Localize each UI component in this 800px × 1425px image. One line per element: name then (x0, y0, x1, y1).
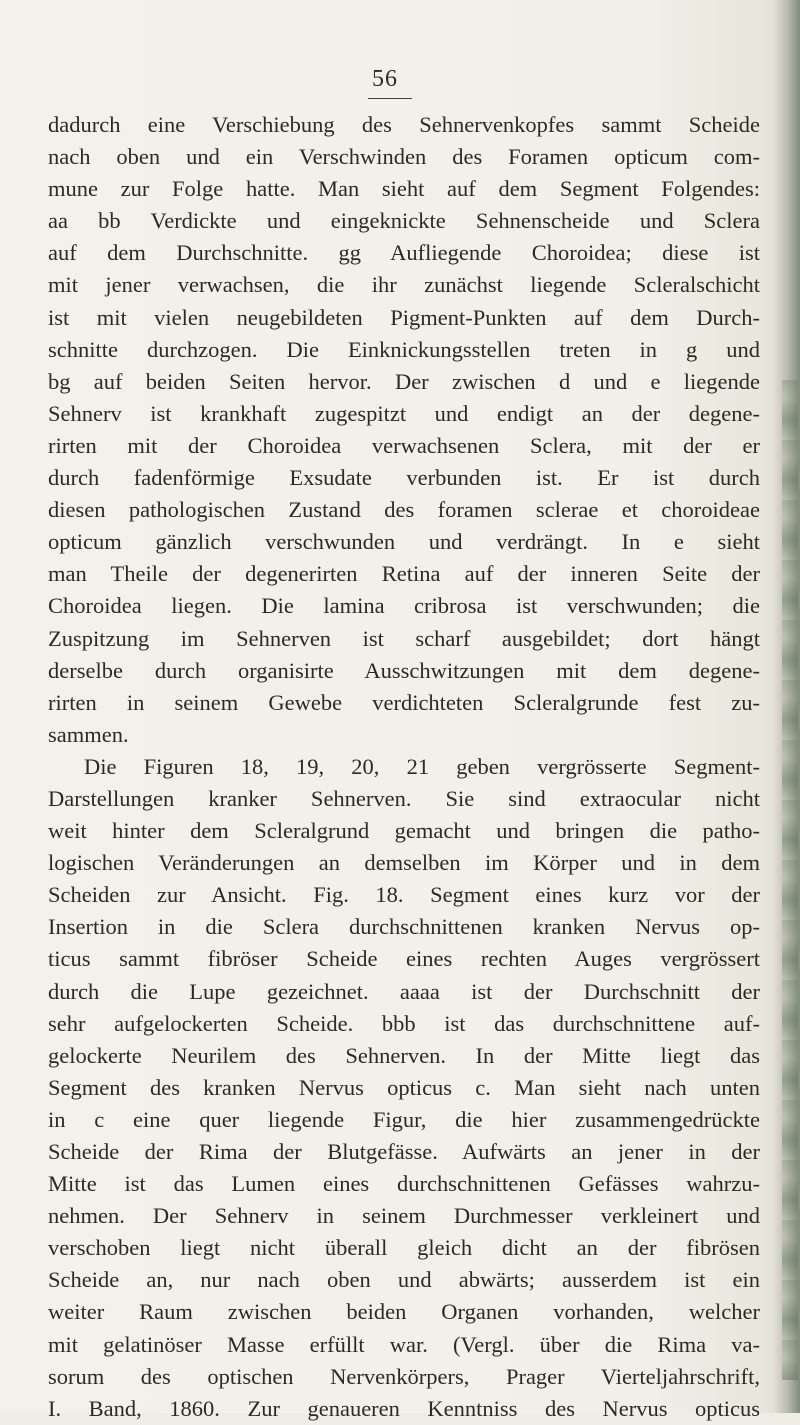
text-line: nehmen. Der Sehnerv in seinem Durchmesser verkleinert und (48, 1203, 760, 1229)
page-edge-discoloration (782, 380, 798, 1380)
text-line: aa bb Verdickte und eingeknickte Sehnenscheide und Sclera (48, 208, 760, 234)
text-line: durch die Lupe gezeichnet. aaaa ist der Durchschnitt der (48, 978, 760, 1004)
text-line: rirten mit der Choroidea verwachsenen Sclera, mit der er (48, 432, 760, 458)
text-line: opticum gänzlich verschwunden und verdrängt. In e sieht (48, 529, 760, 555)
text-line: sammen. (48, 721, 129, 747)
text-line: diesen pathologischen Zustand des foramen sclerae et choroideae (48, 497, 760, 523)
text-line: man Theile der degenerirten Retina auf der inneren Seite der (48, 561, 760, 587)
text-line: I. Band, 1860. Zur genaueren Kenntniss des Nervus opticus (48, 1395, 760, 1421)
text-line: bg auf beiden Seiten hervor. Der zwischen d und e liegende (48, 368, 760, 394)
text-line: rirten in seinem Gewebe verdichteten Scleralgrunde fest zu- (48, 689, 760, 715)
text-line: ticus sammt fibröser Scheide eines rechten Auges vergrössert (48, 946, 760, 972)
paragraph-2 (48, 751, 760, 1425)
text-line: in c eine quer liegende Figur, die hier zusammengedrückte (48, 1106, 760, 1132)
text-line: logischen Veränderungen an demselben im Körper und in dem (48, 850, 760, 876)
text-line: mit gelatinöser Masse erfüllt war. (Vergl. über die Rima va- (48, 1331, 760, 1357)
text-line: Scheide an, nur nach oben und abwärts; ausserdem ist ein (48, 1267, 760, 1293)
text-line: weiter Raum zwischen beiden Organen vorhanden, welcher (48, 1299, 760, 1325)
text-line: mune zur Folge hatte. Man sieht auf dem Segment Folgendes: (48, 176, 760, 202)
text-line: durch fadenförmige Exsudate verbunden ist. Er ist durch (48, 465, 760, 491)
text-line: auf dem Durchschnitte. gg Aufliegende Choroidea; diese ist (48, 240, 760, 266)
page-number: 56 (372, 66, 398, 92)
text-line: Scheiden zur Ansicht. Fig. 18. Segment eines kurz vor der (48, 882, 760, 908)
text-line: ist mit vielen neugebildeten Pigment-Punkten auf dem Durch- (48, 304, 760, 330)
text-line: mit jener verwachsen, die ihr zunächst liegende Scleralschicht (48, 272, 760, 298)
text-line: Scheide der Rima der Blutgefässe. Aufwärts an jener in der (48, 1139, 760, 1164)
text-line: sehr aufgelockerten Scheide. bbb ist das durchschnittene auf- (48, 1010, 760, 1036)
text-line: Sehnerv ist krankhaft zugespitzt und endigt an der degene- (48, 400, 760, 426)
text-line: Zuspitzung im Sehnerven ist scharf ausgebildet; dort hängt (48, 625, 760, 651)
text-line: weit hinter dem Scleralgrund gemacht und bringen die patho- (48, 818, 760, 844)
text-line: sorum des optischen Nervenkörpers, Prager Vierteljahrschrift, (48, 1363, 760, 1389)
text-line: gelockerte Neurilem des Sehnerven. In der Mitte liegt das (48, 1042, 760, 1068)
body-text (48, 109, 760, 1425)
text-line: Choroidea liegen. Die lamina cribrosa ist verschwunden; die (48, 593, 760, 619)
text-line: Die Figuren 18, 19, 20, 21 geben vergrösserte Segment- (84, 753, 760, 779)
text-line: verschoben liegt nicht überall gleich dicht an der fibrösen (48, 1235, 760, 1261)
text-line: Segment des kranken Nervus opticus c. Man sieht nach unten (48, 1074, 760, 1100)
text-line: nach oben und ein Verschwinden des Foramen opticum com- (48, 144, 760, 170)
text-line: Mitte ist das Lumen eines durchschnittenen Gefässes wahrzu- (48, 1171, 760, 1197)
page-number-underline (368, 98, 412, 99)
text-line: derselbe durch organisirte Ausschwitzungen mit dem degene- (48, 657, 760, 683)
paragraph-1 (48, 109, 760, 751)
text-line: dadurch eine Verschiebung des Sehnervenkopfes sammt Scheide (48, 112, 760, 137)
text-line: schnitte durchzogen. Die Einknickungsstellen treten in g und (48, 336, 760, 362)
text-line: Darstellungen kranker Sehnerven. Sie sind extraocular nicht (48, 785, 760, 811)
text-line: Insertion in die Sclera durchschnittenen kranken Nervus op- (48, 914, 760, 940)
